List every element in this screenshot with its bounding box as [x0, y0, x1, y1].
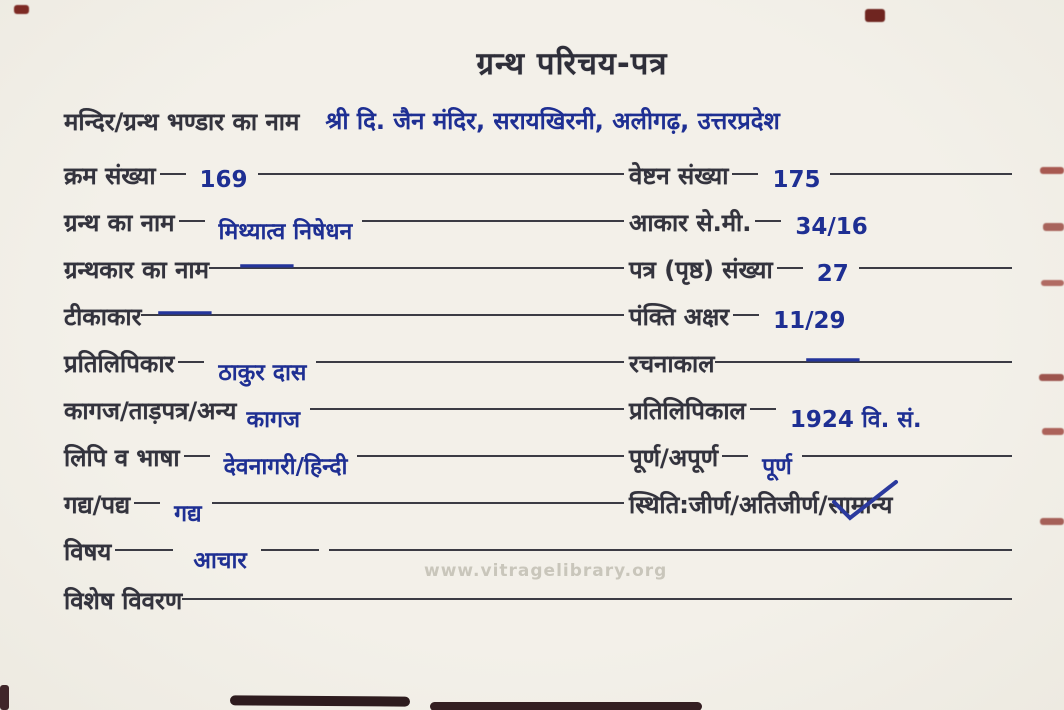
- field-label: गद्य/पद्य: [64, 491, 131, 519]
- field-value: पूर्ण: [762, 454, 792, 480]
- rule-line: [859, 252, 1012, 269]
- rule-segment: [612, 252, 624, 269]
- scan-artifact-edge-mark: [1040, 518, 1064, 525]
- field-label: प्रतिलिपिकार: [64, 350, 175, 378]
- rule-line: [316, 346, 612, 363]
- scan-artifact-edge-mark: [1042, 428, 1064, 435]
- field-label: मन्दिर/ग्रन्थ भण्डार का नाम: [64, 108, 300, 136]
- rule-segment: [750, 393, 776, 410]
- form-row-size-cm: [612, 205, 1012, 252]
- rule-line: [329, 534, 1012, 551]
- page-title: ग्रन्थ परिचय-पत्र: [476, 46, 668, 82]
- form-column-left: [64, 158, 612, 534]
- rule-segment: [115, 534, 173, 551]
- field-value: श्री दि. जैन मंदिर, सरायखिरनी, अलीगढ़, उत्तरप्रदेश: [325, 107, 780, 135]
- rule-line: [141, 297, 612, 327]
- rule-segment: [134, 487, 160, 504]
- rule-line: [856, 299, 1012, 314]
- rule-line: [715, 344, 1012, 374]
- field-label: रचनाकाल: [629, 350, 715, 378]
- form-columns: [64, 158, 1012, 534]
- form-row-composition-date: [612, 346, 1012, 393]
- scan-artifact-bottom-strip: [0, 685, 9, 710]
- rule-segment: [612, 158, 624, 175]
- field-value: कागज: [246, 407, 301, 433]
- field-label: वेष्टन संख्या: [629, 162, 729, 190]
- rule-segment: [612, 205, 624, 222]
- field-label: पूर्ण/अपूर्ण: [629, 444, 719, 472]
- rule-line: [362, 205, 612, 222]
- form-row-lines-letters: [612, 299, 1012, 346]
- field-label: स्थिति:जीर्ण/अतिजीर्ण/: [629, 491, 828, 519]
- form-row-author-name: [64, 252, 612, 299]
- form-row-bundle-number: [612, 158, 1012, 205]
- field-label: प्रतिलिपिकाल: [629, 397, 746, 425]
- field-label: पंक्ति अक्षर: [629, 303, 730, 331]
- rule-segment: [612, 393, 624, 410]
- field-label: कागज/ताड़पत्र/अन्य: [64, 397, 237, 425]
- form-row-copyist: [64, 346, 612, 393]
- field-label: विशेष विवरण: [64, 587, 183, 615]
- form-bottom-rows: [64, 534, 1012, 632]
- scan-artifact-edge-mark: [1040, 167, 1064, 174]
- rule-line: [802, 440, 1012, 457]
- rule-line: [932, 393, 1012, 408]
- field-label: ग्रन्थ का नाम: [64, 209, 175, 237]
- field-value: गद्य: [174, 501, 202, 527]
- rule-segment: [755, 205, 781, 222]
- scan-artifact-bottom-strip: [430, 702, 702, 710]
- field-value: —: [155, 297, 216, 327]
- field-label: क्रम संख्या: [64, 162, 156, 190]
- form-column-right: [612, 158, 1012, 534]
- form-row-leaf-count: [612, 252, 1012, 299]
- rule-segment: [261, 534, 319, 551]
- form-row-prose-verse: [64, 487, 612, 534]
- field-value: आचार: [193, 548, 247, 574]
- rule-segment: [160, 158, 186, 175]
- scan-artifact-stamp: [865, 9, 885, 22]
- field-value: 34/16: [795, 214, 868, 240]
- rule-segment: [732, 158, 758, 175]
- scan-artifact-edge-mark: [1041, 280, 1064, 286]
- field-value: 169: [199, 167, 248, 193]
- rule-line: [182, 583, 1012, 600]
- rule-line: [310, 393, 612, 410]
- form-row-condition: [612, 487, 1012, 534]
- rule-segment: [612, 299, 624, 316]
- field-value: देवनागरी/हिन्दी: [223, 454, 348, 480]
- rule-line: [357, 440, 612, 457]
- field-value: 175: [772, 167, 821, 193]
- field-label: आकार से.मी.: [629, 209, 752, 237]
- field-value: 1924 वि. सं.: [789, 407, 922, 433]
- checked-option-label: सामान्य: [828, 491, 893, 519]
- form-row-completeness: [612, 440, 1012, 487]
- rule-line: [258, 158, 612, 175]
- rule-line: [209, 250, 612, 280]
- rule-segment: [722, 440, 748, 457]
- field-label: टीकाकार: [64, 303, 142, 331]
- form-row-book-name: [64, 205, 612, 252]
- field-value: मिथ्यात्व निषेधन: [218, 219, 353, 245]
- rule-segment: [184, 440, 210, 457]
- field-label: विषय: [64, 538, 112, 566]
- field-label: पत्र (पृष्ठ) संख्या: [629, 256, 773, 284]
- rule-line: [212, 487, 612, 504]
- rule-segment: [612, 440, 624, 457]
- scan-artifact-bottom-strip: [230, 695, 410, 706]
- field-label: ग्रन्थकार का नाम: [64, 256, 209, 284]
- rule-segment: [179, 205, 205, 222]
- field-value: 27: [816, 261, 849, 287]
- scan-artifact-edge-mark: [1039, 374, 1064, 381]
- scan-artifact-edge-mark: [1043, 223, 1064, 231]
- form-row-special-details: [64, 583, 1012, 632]
- field-label: लिपि व भाषा: [64, 444, 180, 472]
- field-value: —: [237, 250, 297, 280]
- form-row-script-language: [64, 440, 612, 487]
- form-row-material: [64, 393, 612, 440]
- form-row-repository-name: [64, 104, 1024, 140]
- form-row-commentator: [64, 299, 612, 346]
- field-value: —: [802, 344, 863, 374]
- condition-checked-option: [828, 487, 892, 523]
- field-value: 11/29: [773, 308, 846, 334]
- rule-segment: [733, 299, 759, 316]
- form-row-copy-date: [612, 393, 1012, 440]
- rule-segment: [612, 346, 624, 363]
- scan-artifact-stamp: [14, 5, 29, 14]
- rule-line: [830, 158, 1012, 175]
- field-value: ठाकुर दास: [218, 360, 307, 386]
- rule-segment: [612, 487, 624, 504]
- rule-line: [878, 205, 1012, 220]
- form-row-serial-number: [64, 158, 612, 205]
- rule-segment: [777, 252, 803, 269]
- rule-segment: [178, 346, 204, 363]
- watermark-text: www.vitragelibrary.org: [424, 561, 668, 581]
